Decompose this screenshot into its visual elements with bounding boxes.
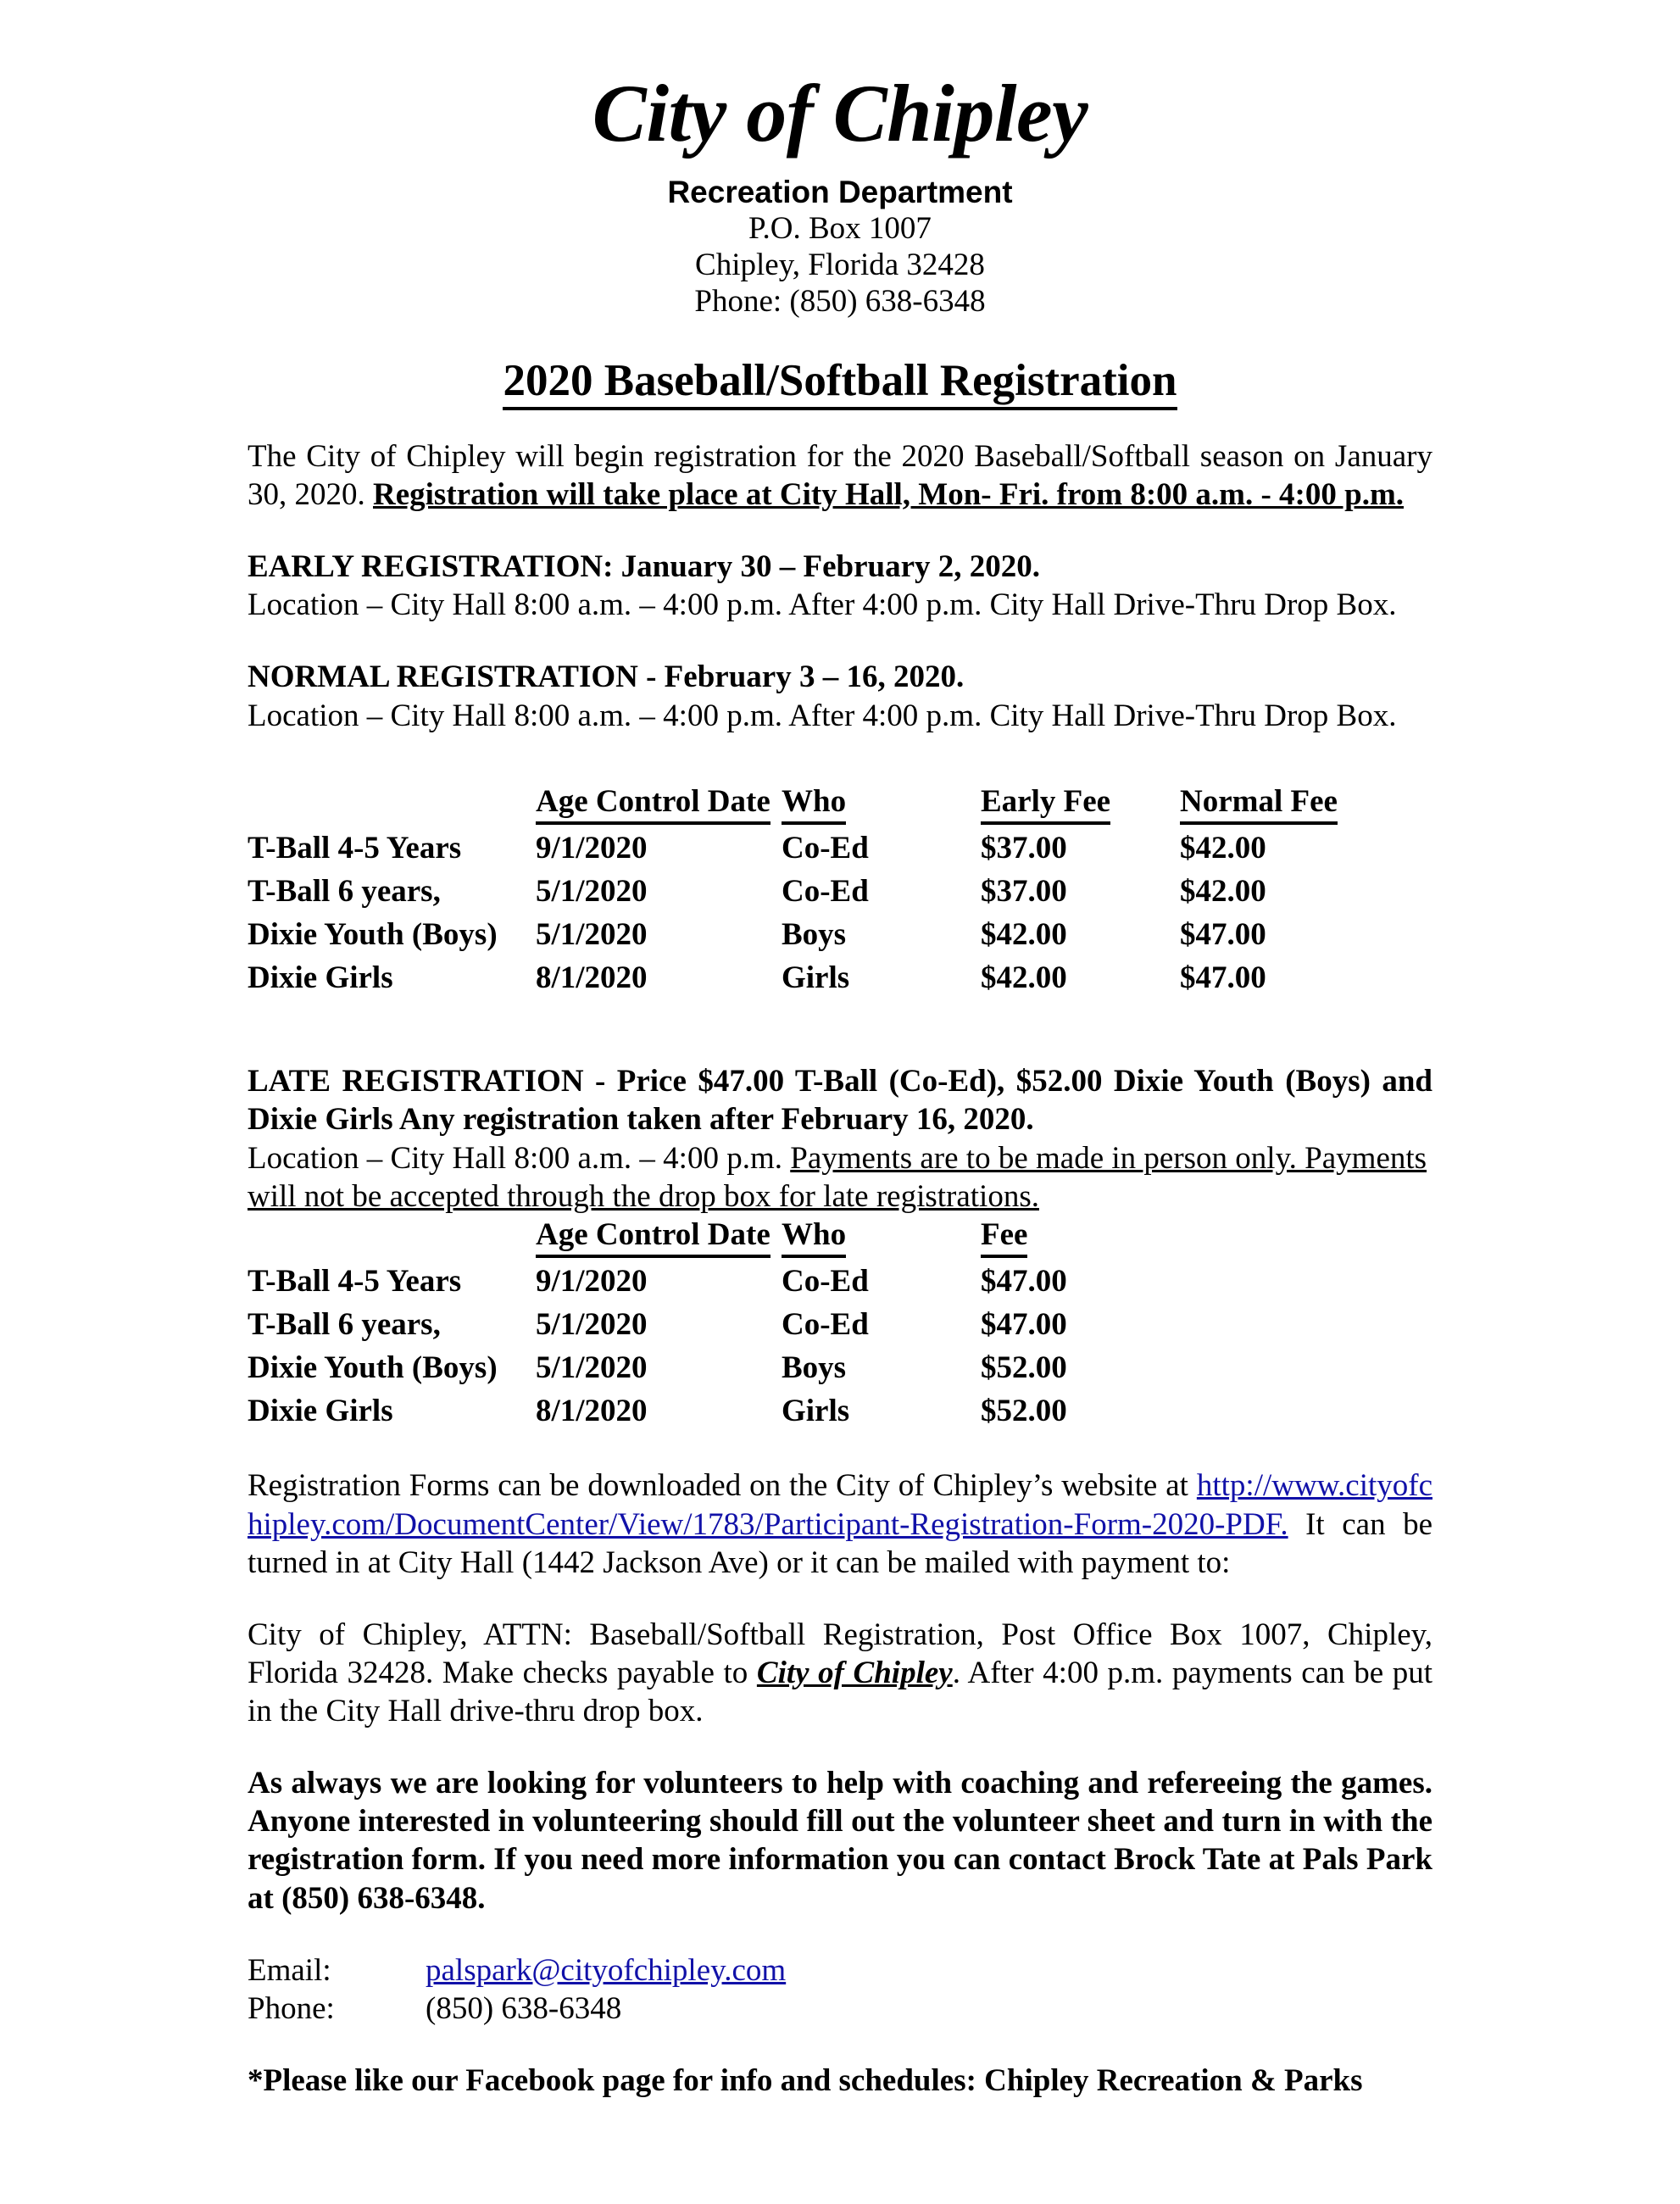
- page-title-text: 2020 Baseball/Softball Registration: [503, 356, 1177, 410]
- intro-lead-text: The City of Chipley will begin registration for the 2020 Baseball/Softball season on January 30, 2020.: [248, 438, 1432, 513]
- contact-email-row: [248, 1951, 1432, 1990]
- fee-table-main: [248, 782, 1379, 1000]
- email-link[interactable]: palspark@cityofchipley.com: [426, 1952, 787, 1988]
- table-row: [248, 1389, 1379, 1433]
- column-header-spacer: [1180, 1216, 1379, 1260]
- cell-fee: $52.00: [981, 1350, 1067, 1386]
- mailing-instructions-paragraph: [248, 1616, 1432, 1730]
- organization-title: City of Chipley: [592, 68, 1088, 159]
- cell-age-control-date: 5/1/2020: [536, 1307, 648, 1343]
- contact-phone-row: [248, 1990, 1432, 2028]
- late-registration-heading: LATE REGISTRATION - Price $47.00 T-Ball (Co-Ed), $52.00 Dixie Youth (Boys) and Dixie Girls Any registration taken after February 16, 2020.: [248, 1064, 1432, 1138]
- cell-program: Dixie Youth (Boys): [248, 1350, 498, 1386]
- department-name: Recreation Department: [667, 175, 1013, 209]
- cell-normal-fee: $47.00: [1180, 917, 1266, 953]
- normal-registration-location: Location – City Hall 8:00 a.m. – 4:00 p.m. After 4:00 p.m. City Hall Drive-Thru Drop Box.: [248, 698, 1397, 733]
- mailing-part-two: . After 4:00 p.m. payments can be put in the City Hall drive-thru drop box.: [248, 1655, 1432, 1729]
- intro-paragraph: [248, 437, 1432, 514]
- table-row: [248, 956, 1379, 999]
- late-location-plain: Location – City Hall 8:00 a.m. – 4:00 p.m.: [248, 1140, 791, 1176]
- cell-who: Co-Ed: [782, 873, 869, 909]
- registration-forms-paragraph: [248, 1467, 1432, 1581]
- cell-fee: $47.00: [981, 1263, 1067, 1299]
- cell-spacer: [1180, 1260, 1379, 1303]
- column-header-program: [248, 782, 536, 826]
- cell-early-fee: $42.00: [981, 960, 1067, 996]
- address-po-box: P.O. Box 1007: [748, 210, 932, 246]
- facebook-footer-note: *Please like our Facebook page for info and schedules: Chipley Recreation & Parks: [248, 2062, 1363, 2098]
- cell-program: T-Ball 6 years,: [248, 1307, 441, 1343]
- cell-age-control-date: 9/1/2020: [536, 1263, 648, 1299]
- cell-who: Co-Ed: [782, 1307, 869, 1343]
- cell-who: Boys: [782, 917, 847, 953]
- table-row: [248, 1260, 1379, 1303]
- cell-fee: $52.00: [981, 1394, 1067, 1429]
- cell-age-control-date: 8/1/2020: [536, 960, 648, 996]
- table-row: [248, 913, 1379, 956]
- column-header-who: Who: [782, 782, 981, 826]
- cell-age-control-date: 9/1/2020: [536, 830, 648, 865]
- cell-age-control-date: 5/1/2020: [536, 1350, 648, 1386]
- early-registration-location: Location – City Hall 8:00 a.m. – 4:00 p.m. After 4:00 p.m. City Hall Drive-Thru Drop Box.: [248, 587, 1397, 623]
- address-phone: Phone: (850) 638-6348: [694, 283, 986, 319]
- cell-age-control-date: 5/1/2020: [536, 917, 648, 953]
- table-header-row: [248, 782, 1379, 826]
- column-header-fee: Fee: [981, 1216, 1180, 1260]
- column-header-age-control-date: Age Control Date: [536, 782, 782, 826]
- table-row: [248, 826, 1379, 870]
- cell-who: Girls: [782, 960, 850, 996]
- cell-age-control-date: 8/1/2020: [536, 1394, 648, 1429]
- cell-who: Co-Ed: [782, 830, 869, 865]
- column-header-age-control-date: Age Control Date: [536, 1216, 782, 1260]
- phone-label: Phone:: [248, 1990, 335, 2026]
- late-registration-location: [248, 1139, 1432, 1216]
- cell-normal-fee: $42.00: [1180, 830, 1266, 865]
- cell-normal-fee: $42.00: [1180, 873, 1266, 909]
- normal-registration-heading: NORMAL REGISTRATION - February 3 – 16, 2020.: [248, 660, 965, 695]
- table-header-row: [248, 1216, 1379, 1260]
- cell-early-fee: $37.00: [981, 830, 1067, 865]
- cell-program: T-Ball 6 years,: [248, 873, 441, 909]
- cell-spacer: [1180, 1389, 1379, 1433]
- mailing-part-one: City of Chipley, ATTN: Baseball/Softball Registration, Post Office Box 1007, Chipley, Florida 32428. Make checks payable to: [248, 1617, 1432, 1690]
- column-header-early-fee: Early Fee: [981, 782, 1180, 826]
- early-registration-heading: EARLY REGISTRATION: January 30 – February 2, 2020.: [248, 549, 1041, 585]
- column-header-normal-fee: Normal Fee: [1180, 782, 1379, 826]
- cell-who: Girls: [782, 1394, 850, 1429]
- cell-program: Dixie Youth (Boys): [248, 917, 498, 953]
- cell-program: Dixie Girls: [248, 960, 393, 996]
- cell-early-fee: $37.00: [981, 873, 1067, 909]
- cell-who: Co-Ed: [782, 1263, 869, 1299]
- column-header-program: [248, 1216, 536, 1260]
- forms-lead-text: Registration Forms can be downloaded on the City of Chipley’s website at: [248, 1468, 1197, 1504]
- address-city-state-zip: Chipley, Florida 32428: [695, 247, 985, 282]
- letterhead: [248, 0, 1432, 320]
- cell-who: Boys: [782, 1350, 847, 1386]
- column-header-who: Who: [782, 1216, 981, 1260]
- cell-program: T-Ball 4-5 Years: [248, 1263, 462, 1299]
- volunteer-paragraph: As always we are looking for volunteers to help with coaching and refereeing the games. Anyone interested in volunteering should fill out the volunteer sheet and turn in with the registration form. If you need more information you can contact Brock Tate at Pals Park at (850) 638-6348.: [248, 1766, 1432, 1916]
- table-row: [248, 870, 1379, 913]
- fee-table-late: [248, 1216, 1379, 1433]
- late-location-emphasis: Payments are to be made in person only. Payments will not be accepted through the drop box for late registrations.: [248, 1140, 1427, 1214]
- page-title: [248, 356, 1432, 405]
- cell-spacer: [1180, 1303, 1379, 1346]
- forms-tail-text: It can be turned in at City Hall (1442 Jackson Ave) or it can be mailed with payment to:: [248, 1506, 1432, 1580]
- table-row: [248, 1303, 1379, 1346]
- cell-spacer: [1180, 1346, 1379, 1389]
- phone-value: (850) 638-6348: [426, 1990, 622, 2026]
- registration-form-link[interactable]: http://www.cityofchipley.com/DocumentCenter/View/1783/Participant-Registration-Form-2020-PDF.: [248, 1468, 1432, 1542]
- cell-early-fee: $42.00: [981, 917, 1067, 953]
- cell-program: T-Ball 4-5 Years: [248, 830, 462, 865]
- cell-age-control-date: 5/1/2020: [536, 873, 648, 909]
- email-label: Email:: [248, 1952, 331, 1988]
- checks-payee-name: City of Chipley: [756, 1655, 953, 1690]
- cell-normal-fee: $47.00: [1180, 960, 1266, 996]
- table-row: [248, 1346, 1379, 1389]
- cell-fee: $47.00: [981, 1307, 1067, 1343]
- intro-emphasis-text: Registration will take place at City Hall, Mon- Fri. from 8:00 a.m. - 4:00 p.m.: [373, 477, 1405, 513]
- cell-program: Dixie Girls: [248, 1394, 393, 1429]
